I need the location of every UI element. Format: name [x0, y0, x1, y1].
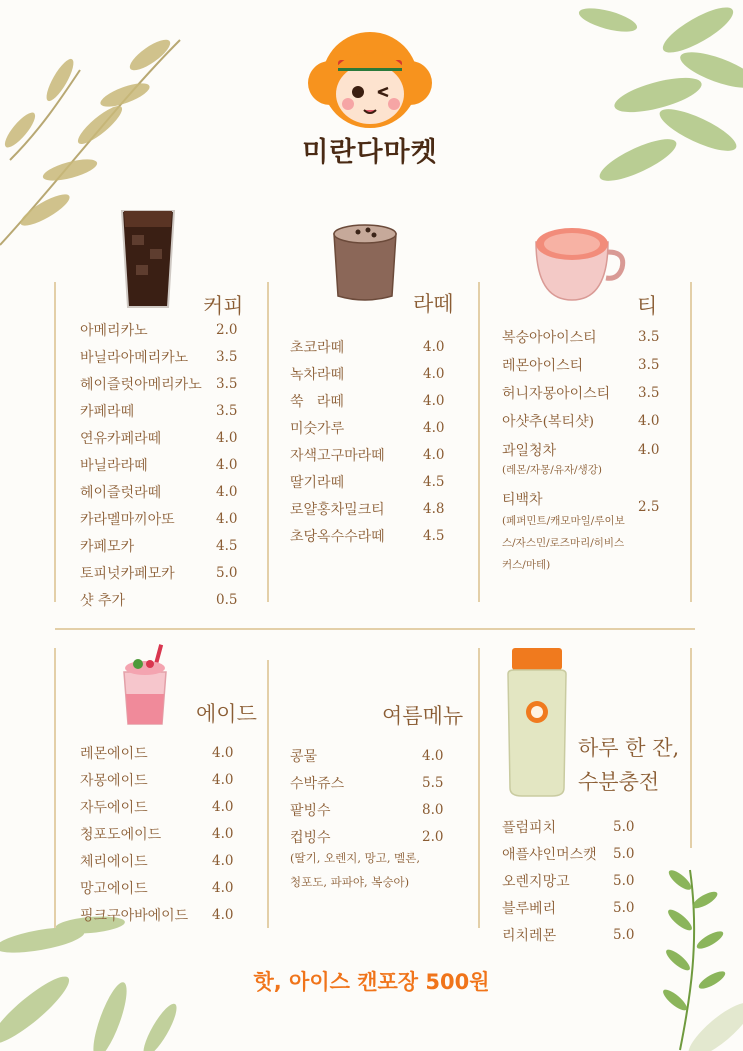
menu-item-price: 4.0 [212, 745, 234, 761]
menu-item-name: 수박쥬스 [290, 776, 345, 792]
menu-item-name: 헤이즐럿아메리카노 [80, 377, 202, 393]
menu-item-name: 복숭아아이스티 [502, 330, 597, 346]
frame-divider-1-bottom [267, 660, 269, 928]
menu-item-name: 연유카페라떼 [80, 431, 162, 447]
menu-item-price: 4.0 [212, 826, 234, 842]
menu-item-price: 4.0 [216, 484, 238, 500]
menu-item-price: 2.0 [216, 322, 238, 338]
menu-item-price: 4.0 [422, 748, 444, 764]
menu-item-price: 2.5 [638, 499, 660, 515]
menu-item-name: 청포도에이드 [80, 827, 162, 843]
menu-item-price: 4.0 [212, 880, 234, 896]
section-title-daily-2: 수분충전 [578, 770, 660, 794]
section-title-ade: 에이드 [196, 702, 257, 726]
iced-coffee-icon [118, 205, 178, 313]
menu-item-name: 허니자몽아이스티 [502, 386, 611, 402]
menu-item-name: 플럼피치 [502, 820, 557, 836]
menu-item-name: 헤이즐럿라떼 [80, 485, 162, 501]
menu-item-price: 4.0 [638, 442, 660, 458]
menu-item-price: 3.5 [638, 357, 660, 373]
menu-item-name: 로얄홍차밀크티 [290, 502, 385, 518]
menu-item-price: 5.0 [216, 565, 238, 581]
menu-item-name: 카페모카 [80, 539, 135, 555]
menu-item-price: 5.5 [422, 775, 444, 791]
menu-item-price: 3.5 [638, 329, 660, 345]
menu-item-name: 레몬아이스티 [502, 358, 584, 374]
menu-item-price: 5.0 [613, 819, 635, 835]
menu-item-name: 샷 추가 [80, 593, 126, 609]
leaf-decoration-top-right [548, 0, 743, 210]
menu-item-name: 자색고구마라떼 [290, 448, 385, 464]
menu-item-note: 청포도, 파파야, 복숭아) [290, 875, 410, 889]
menu-item-name: 카라멜마끼아또 [80, 512, 175, 528]
menu-item-price: 3.5 [638, 385, 660, 401]
frame-divider-2-bottom [478, 648, 480, 928]
menu-item-name: 자몽에이드 [80, 773, 148, 789]
menu-item-name: 카페라떼 [80, 404, 135, 420]
divider-middle [55, 628, 695, 630]
menu-item-price: 5.0 [613, 873, 635, 889]
menu-item-price: 0.5 [216, 592, 238, 608]
menu-item-price: 4.8 [423, 501, 445, 517]
menu-item-price: 8.0 [422, 802, 444, 818]
menu-item-name: 바닐라아메리카노 [80, 350, 189, 366]
menu-item-price: 4.5 [216, 538, 238, 554]
menu-item-name: 토피넛카페모카 [80, 566, 175, 582]
menu-item-name: 컵빙수 [290, 830, 331, 846]
menu-item-name: 자두에이드 [80, 800, 148, 816]
menu-item-name: 핑크구아바에이드 [80, 908, 189, 924]
menu-item-price: 4.0 [638, 413, 660, 429]
section-title-daily-1: 하루 한 잔, [578, 736, 680, 760]
menu-item-name: 티백차 [502, 492, 543, 508]
menu-item-price: 4.0 [212, 799, 234, 815]
section-title-tea: 티 [637, 294, 658, 318]
menu-item-name: 초당옥수수라떼 [290, 529, 385, 545]
menu-item-name: 쑥 라떼 [290, 394, 344, 410]
latte-cup-icon [330, 220, 400, 302]
menu-item-name: 아메리카노 [80, 323, 148, 339]
menu-item-name: 바닐라라떼 [80, 458, 148, 474]
menu-item-price: 4.5 [423, 474, 445, 490]
frame-right-bottom [690, 648, 692, 848]
frame-right-top [690, 282, 692, 602]
brand-name: 미란다마켓 [302, 137, 438, 168]
menu-item-name: 딸기라떼 [290, 475, 345, 491]
menu-item-name: 리치레몬 [502, 928, 557, 944]
menu-item-name: 망고에이드 [80, 881, 148, 897]
menu-item-name: 체리에이드 [80, 854, 148, 870]
menu-item-price: 5.0 [613, 900, 635, 916]
menu-item-price: 4.5 [423, 528, 445, 544]
frame-left-bottom [54, 648, 56, 928]
mascot-logo [300, 28, 440, 130]
menu-item-note: (레몬/자몽/유자/생강) [502, 464, 602, 476]
menu-item-name: 팥빙수 [290, 803, 331, 819]
menu-item-note: 스/자스민/로즈마리/히비스 [502, 537, 625, 549]
menu-item-price: 3.5 [216, 349, 238, 365]
menu-item-name: 미숫가루 [290, 421, 345, 437]
frame-divider-1-top [267, 282, 269, 602]
menu-item-price: 3.5 [216, 376, 238, 392]
menu-item-price: 3.5 [216, 403, 238, 419]
menu-item-name: 블루베리 [502, 901, 557, 917]
menu-item-price: 4.0 [216, 457, 238, 473]
menu-item-price: 4.0 [423, 393, 445, 409]
juice-bottle-icon [502, 648, 572, 798]
menu-item-price: 4.0 [216, 511, 238, 527]
footer-takeout-note: 핫, 아이스 캔포장 500원 [253, 970, 490, 994]
menu-item-name: 오렌지망고 [502, 874, 570, 890]
menu-item-price: 2.0 [422, 829, 444, 845]
menu-item-price: 4.0 [423, 339, 445, 355]
grapefruit-tea-icon [530, 222, 628, 304]
section-title-summer: 여름메뉴 [382, 704, 464, 728]
menu-item-name: 과일청차 [502, 443, 557, 459]
section-title-coffee: 커피 [203, 294, 244, 318]
menu-item-name: 녹차라떼 [290, 367, 345, 383]
frame-left-top [54, 282, 56, 602]
menu-item-price: 4.0 [423, 420, 445, 436]
section-title-latte: 라떼 [413, 292, 454, 316]
menu-item-price: 4.0 [212, 853, 234, 869]
strawberry-ade-icon [118, 642, 172, 728]
menu-item-price: 4.0 [423, 447, 445, 463]
menu-item-price: 4.0 [212, 907, 234, 923]
leaf-decoration-bottom-right [620, 860, 743, 1051]
menu-item-name: 아샷추(복티샷) [502, 414, 595, 430]
menu-item-name: 콩물 [290, 749, 318, 765]
menu-item-price: 4.0 [216, 430, 238, 446]
menu-item-price: 4.0 [212, 772, 234, 788]
menu-item-note: (딸기, 오렌지, 망고, 멜론, [290, 851, 421, 865]
menu-item-note: (페퍼민트/캐모마일/루이보 [502, 515, 625, 527]
menu-item-price: 4.0 [423, 366, 445, 382]
menu-item-note: 커스/마테) [502, 559, 551, 571]
menu-item-price: 5.0 [613, 846, 635, 862]
menu-item-name: 초코라떼 [290, 340, 345, 356]
menu-item-name: 애플샤인머스캣 [502, 847, 597, 863]
frame-divider-2-top [478, 282, 480, 602]
menu-item-name: 레몬에이드 [80, 746, 148, 762]
menu-item-price: 5.0 [613, 927, 635, 943]
